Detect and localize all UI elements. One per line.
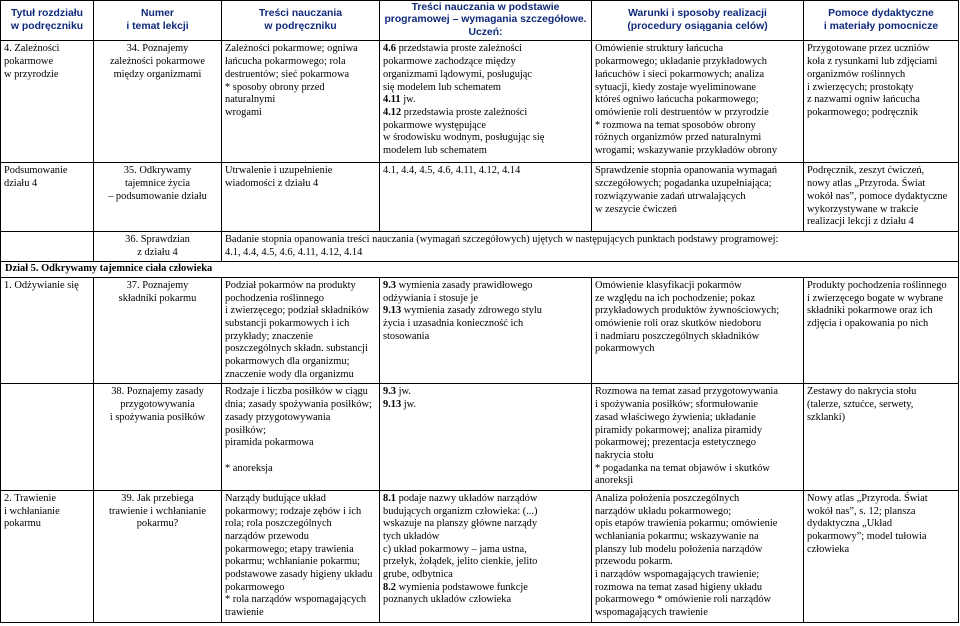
header-curriculum-requirements: Treści nauczania w podstawie programowej – wymagania szczegółowe. Uczeń: [380,1,592,41]
aids-cell: Podręcznik, zeszyt ćwiczeń, nowy atlas „Przyroda. Świat wokół nas”, pomoce dydaktyczne wykorzystywane w trakcie realizacji lekcji z działu 4 [804,163,959,231]
header-row [1,1,959,41]
chapter-cell-empty [1,231,94,261]
aids-cell: Produkty pochodzenia roślinnego i zwierzęcego bogate w wybrane składniki pokarmowe oraz ich zdjęcia i opakowania po nich [804,277,959,384]
content-cell: Zależności pokarmowe; ogniwa łańcucha pokarmowego; rola destruentów; sieć pokarmowa * sposoby obrony przed naturalnymi wrogami [222,41,380,163]
table-row [1,231,959,261]
requirement-text: jw. [396,386,411,398]
methods-cell: Omówienie klasyfikacji pokarmów ze względu na ich pochodzenie; pokaz przykładowych produktów żywnościowych; omówienie roli oraz skutków niedoboru i nadmiaru poszczególnych składników pokarmowych [592,277,804,384]
header-chapter-title: Tytuł rozdziału w podręczniku [1,1,94,41]
content-cell: Rodzaje i liczba posiłków w ciągu dnia; zasady spożywania posiłków; zasady przygotowywania posiłków; piramida pokarmowa * anoreksja [222,384,380,491]
requirements-cell [380,277,592,384]
chapter-cell: Podsumowanie działu 4 [1,163,94,231]
header-textbook-content: Treści nauczania w podręczniku [222,1,380,41]
content-cell: Narządy budujące układ pokarmowy; rodzaje zębów i ich rola; rola poszczególnych narządów przewodu pokarmowego; etapy trawienia pokarmu; wchłanianie pokarmu; podstawowe zasady higieny układu pokarmowego * rola narządów wspomagających trawienie [222,490,380,622]
lesson-cell: 39. Jak przebiega trawienie i wchłanianie pokarmu? [94,490,222,622]
lesson-cell: 38. Poznajemy zasady przygotowywania i spożywania posiłków [94,384,222,491]
lesson-cell: 34. Poznajemy zależności pokarmowe między organizmami [94,41,222,163]
chapter-cell: 2. Trawienie i wchłanianie pokarmu [1,490,94,622]
requirement-text: przedstawia proste zależności pokarmowe występujące w środowisku wodnym, posługując się modelem lub schematem [383,106,545,156]
content-cell: Podział pokarmów na produkty pochodzenia roślinnego i zwierzęcego; podział składników substancji pokarmowych i ich przykłady; znaczenie poszczególnych składn. substancji pokarmowych dla organizmu; znaczenie wody dla organizmu [222,277,380,384]
aids-cell: Zestawy do nakrycia stołu (talerze, sztućce, serwety, szklanki) [804,384,959,491]
table-row [1,163,959,231]
methods-cell: Rozmowa na temat zasad przygotowywania i spożywania posiłków; sformułowanie zasad właściwego żywienia; układanie piramidy pokarmowej; analiza piramidy pokarmowej; prezentacja estetycznego nakrycia stołu * pogadanka na temat objawów i skutków anoreksji [592,384,804,491]
requirement-text: podaje nazwy układów narządów budujących organizm człowieka: (...) wskazuje na planszy główne narządy tych układów c) układ pokarmowy – jama ustna, przełyk, żołądek, jelito cienkie, jelito grube, odbytnica [383,492,538,581]
requirement-text: przedstawia proste zależności pokarmowe zachodzące między organizmami lądowymi, posługując się modelem lub schematem [383,43,532,93]
methods-cell: Sprawdzenie stopnia opanowania wymagań szczegółowych; pogadanka uzupełniająca; rozwiązywanie zadań utrwalających w zeszycie ćwiczeń [592,163,804,231]
section-title: Dział 5. Odkrywamy tajemnice ciała człowieka [1,262,959,278]
requirement-number: 9.3 [383,386,396,398]
methods-cell: Omówienie struktury łańcucha pokarmowego; układanie przykładowych łańcuchów i sieci pokarmowych; analiza sytuacji, kiedy zostaje wyeliminowane któreś ogniwo łańcucha pokarmowego; omówienie roli destruentów w przyrodzie * rozmowa na temat sposobów obrony różnych organizmów przed naturalnymi wrogami; wskazywanie przykładów obrony [592,41,804,163]
test-description-cell: Badanie stopnia opanowania treści nauczania (wymagań szczegółowych) ujętych w następujących punktach podstawy programowej: 4.1, 4.4, 4.5, 4.6, 4.11, 4.12, 4.14 [222,231,959,261]
chapter-cell: 1. Odżywianie się [1,277,94,384]
requirement-number: 8.1 [383,492,396,504]
table-row [1,277,959,384]
requirement-number: 4.11 [383,94,401,106]
requirement-number: 9.3 [383,279,396,291]
table-row [1,384,959,491]
requirement-text: wymienia zasady prawidłowego odżywiania i stosuje je [383,279,533,304]
header-lesson-number: Numer i temat lekcji [94,1,222,41]
lesson-cell: 35. Odkrywamy tajemnice życia – podsumowanie działu [94,163,222,231]
requirement-text: wymienia zasady zdrowego stylu życia i uzasadnia konieczność ich stosowania [383,305,542,342]
lesson-cell: 37. Poznajemy składniki pokarmu [94,277,222,384]
requirement-text: jw. [400,94,416,106]
requirement-number: 8.2 [383,581,396,593]
requirement-number: 9.13 [383,399,402,411]
header-methods: Warunki i sposoby realizacji (procedury osiągania celów) [592,1,804,41]
requirement-number: 4.6 [383,43,396,55]
requirement-number: 9.13 [383,305,402,317]
lesson-cell: 36. Sprawdzian z działu 4 [94,231,222,261]
requirement-text: wymienia podstawowe funkcje poznanych układów człowieka [383,581,528,606]
requirement-text: jw. [401,399,417,411]
requirement-number: 4.12 [383,106,402,118]
requirements-cell [380,384,592,491]
header-teaching-aids: Pomoce dydaktyczne i materiały pomocnicze [804,1,959,41]
aids-cell: Nowy atlas „Przyroda. Świat wokół nas”, s. 12; plansza dydaktyczna „Układ pokarmowy”; model tułowia człowieka [804,490,959,622]
content-cell: Utrwalenie i uzupełnienie wiadomości z działu 4 [222,163,380,231]
section-row [1,262,959,278]
table-row [1,490,959,622]
table-row [1,41,959,163]
requirements-cell [380,490,592,622]
requirements-cell [380,41,592,163]
requirements-cell: 4.1, 4.4, 4.5, 4.6, 4.11, 4.12, 4.14 [380,163,592,231]
chapter-cell: 4. Zależności pokarmowe w przyrodzie [1,41,94,163]
methods-cell: Analiza położenia poszczególnych narządów układu pokarmowego; opis etapów trawienia pokarmu; omówienie wchłaniania pokarmu; wskazywanie na planszy lub modelu położenia narządów przewodu pokarm. i narządów wspomagających trawienie; rozmowa na temat zasad higieny układu pokarmowego * omówienie roli narządów wspomagających trawienie [592,490,804,622]
chapter-cell-empty [1,384,94,491]
aids-cell: Przygotowane przez uczniów koła z rysunkami lub zdjęciami organizmów roślinnych i zwierzęcych; prostokąty z nazwami ogniw łańcucha pokarmowego; podręcznik [804,41,959,163]
